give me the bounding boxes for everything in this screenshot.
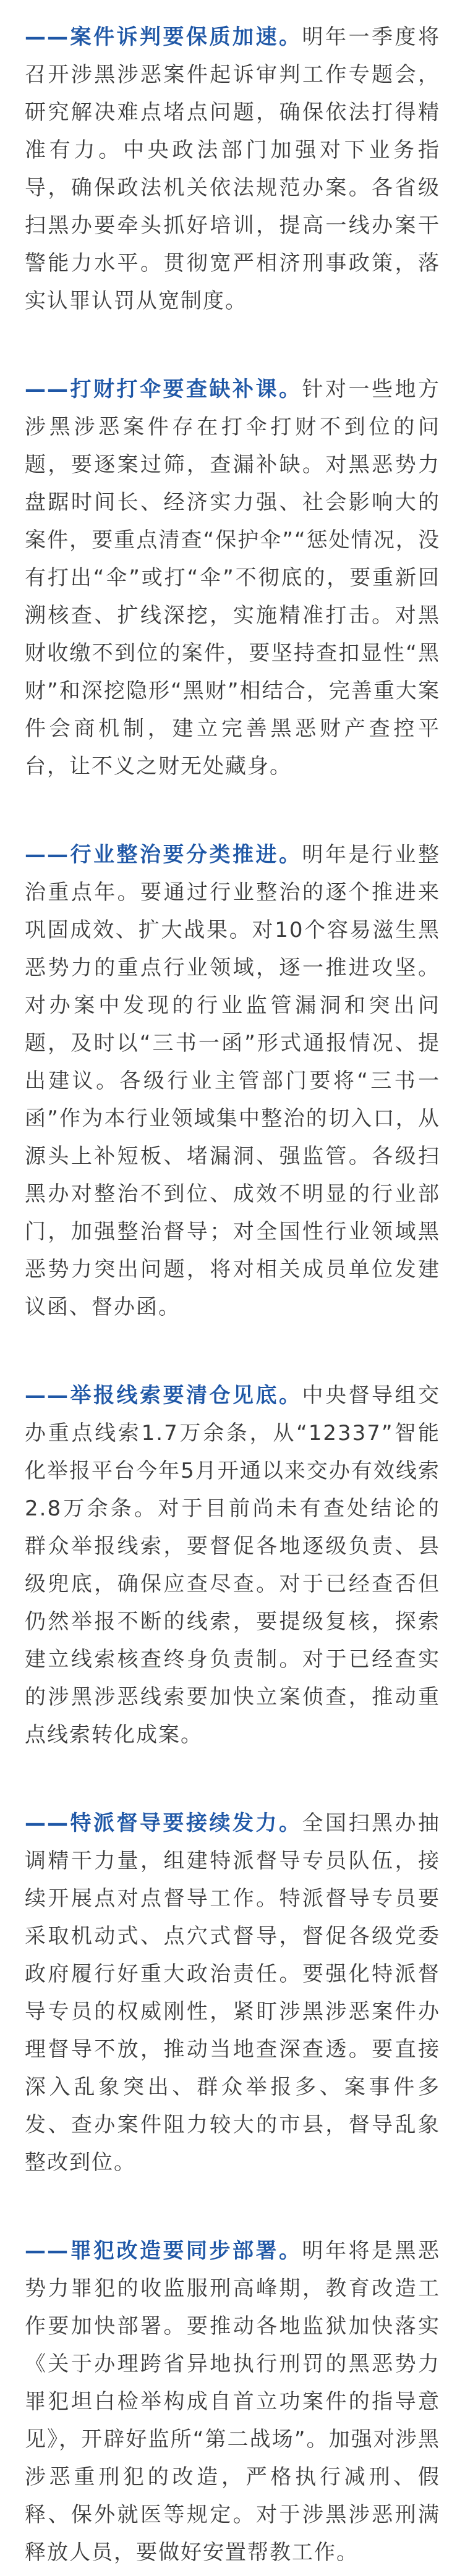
paragraph-text: 全国扫黑办抽调精干力量，组建特派督导专员队伍，接续开展点对点督导工作。特派督导专员要采取机动式、点穴式督导，督促各级党委政府履行好重大政治责任。要强化特派督导专员的权威刚性，紧盯涉黑涉恶案件办理督导不放，推动当地查深查透。要直接深入乱象突出、群众举报多、案事件多发、查办案件阻力较大的市县，督导乱象整改到位。 <box>25 1811 440 2175</box>
paragraph-lead: ——举报线索要清仓见底。 <box>25 1383 302 1408</box>
paragraph-text: 针对一些地方涉黑涉恶案件存在打伞打财不到位的问题，要逐案过筛，查漏补缺。对黑恶势力盘踞时间长、经济实力强、社会影响大的案件，要重点清查“保护伞”“惩处情况，没有打出“伞”或打“伞”不彻底的，要重新回溯核查、扩线深挖，实施精准打击。对黑财收缴不到位的案件，要坚持查扣显性“黑财”和深挖隐形“黑财”相结合，完善重大案件会商机制，建立完善黑恶财产查控平台，让不义之财无处藏身。 <box>25 377 440 779</box>
paragraph-lead: ——案件诉判要保质加速。 <box>25 25 302 49</box>
paragraph-lead: ——罪犯改造要同步部署。 <box>25 2239 302 2263</box>
paragraph-text: 中央督导组交办重点线索1.7万余条，从“12337”智能化举报平台今年5月开通以来交办有效线索2.8万余条。对于目前尚未有查处结论的群众举报线索，要督促各地逐级负责、县级兜底，确保应查尽查。对于已经查否但仍然举报不断的线索，要提级复核，探索建立线索核查终身负责制。对于已经查实的涉黑涉恶线索要加快立案侦查，推动重点线索转化成案。 <box>25 1383 440 1747</box>
paragraph-case-prosecution <box>25 19 440 320</box>
paragraph-lead: ——打财打伞要查缺补课。 <box>25 377 302 402</box>
paragraph-umbrella-assets <box>25 371 440 786</box>
paragraph-lead: ——特派督导要接续发力。 <box>25 1811 302 1836</box>
paragraph-lead: ——行业整治要分类推进。 <box>25 842 302 867</box>
paragraph-special-supervision <box>25 1805 440 2182</box>
paragraph-text: 明年一季度将召开涉黑涉恶案件起诉审判工作专题会，研究解决难点堵点问题，确保依法打得精准有力。中央政法部门加强对下业务指导，确保政法机关依法规范办案。各省级扫黑办要牵头抓好培训，提高一线办案干警能力水平。贯彻宽严相济刑事政策，落实认罪认罚从宽制度。 <box>25 25 440 313</box>
paragraph-criminal-reform <box>25 2232 440 2572</box>
paragraph-text: 明年将是黑恶势力罪犯的收监服刑高峰期，教育改造工作要加快部署。要推动各地监狱加快落实《关于办理跨省异地执行刑罚的黑恶势力罪犯坦白检举构成自首立功案件的指导意见》，开辟好监所“第二战场”。加强对涉黑涉恶重刑犯的改造，严格执行减刑、假释、保外就医等规定。对于涉黑涉恶刑满释放人员，要做好安置帮教工作。 <box>25 2239 440 2565</box>
paragraph-industry-rectification <box>25 836 440 1326</box>
paragraph-text: 明年是行业整治重点年。要通过行业整治的逐个推进来巩固成效、扩大战果。对10个容易滋生黑恶势力的重点行业领域，逐一推进攻坚。对办案中发现的行业监管漏洞和突出问题，及时以“三书一函”形式通报情况、提出建议。各级行业主管部门要将“三书一函”作为本行业领域集中整治的切入口，从源头上补短板、堵漏洞、强监管。各级扫黑办对整治不到位、成效不明显的行业部门，加强整治督导；对全国性行业领域黑恶势力突出问题，将对相关成员单位发建议函、督办函。 <box>25 842 440 1320</box>
paragraph-report-clues <box>25 1377 440 1754</box>
